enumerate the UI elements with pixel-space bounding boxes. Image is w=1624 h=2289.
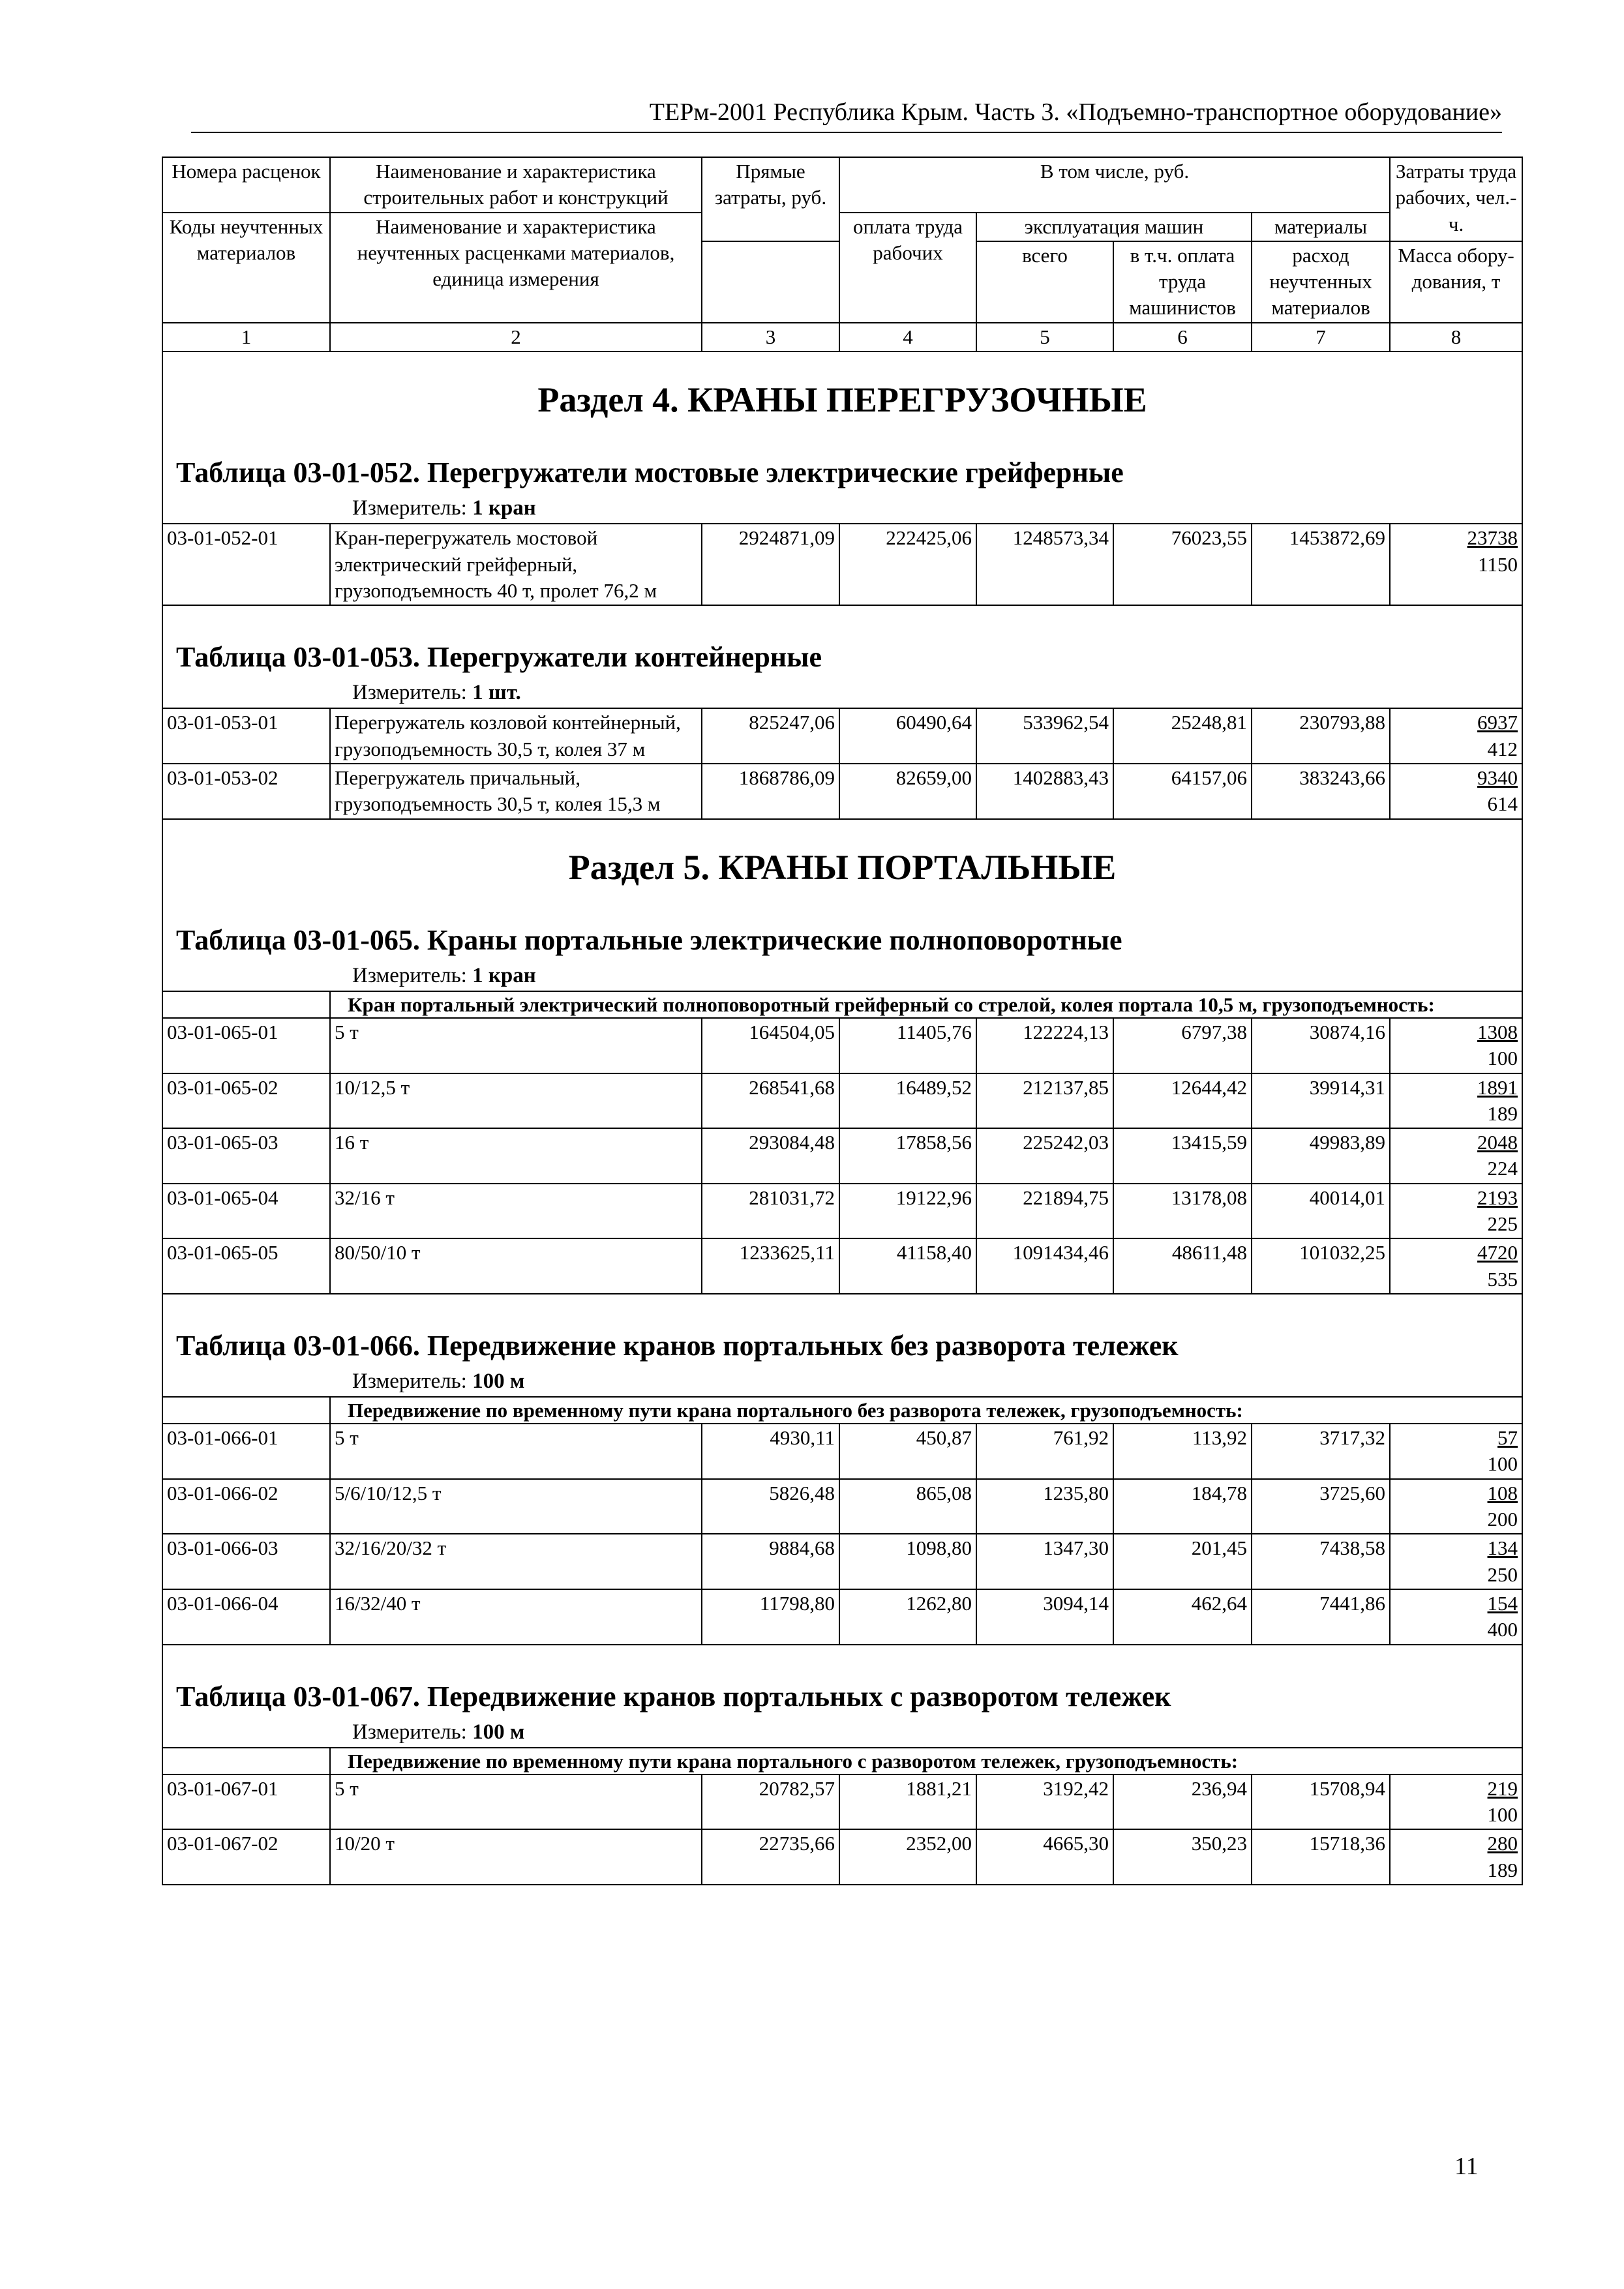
labor-hours: 134 <box>1487 1536 1518 1560</box>
col-num: 7 <box>1252 323 1390 352</box>
table-title-row <box>162 621 1522 678</box>
labor-hours: 6937 <box>1477 711 1518 734</box>
rate-code: 03-01-066-01 <box>162 1424 330 1479</box>
equipment-mass: 614 <box>1487 792 1518 816</box>
equipment-mass: 225 <box>1487 1212 1518 1236</box>
spacer-row <box>162 605 1522 621</box>
rate-name: Перегружатель причальный, грузоподъемность 30,5 т, колея 15,3 м <box>330 764 702 819</box>
labor-wages: 17858,56 <box>839 1128 976 1184</box>
group-row <box>162 991 1522 1018</box>
table-title: Таблица 03-01-052. Перегружатели мостовые электрические грейферные <box>162 437 1522 494</box>
measure-row <box>162 678 1522 708</box>
col-material-codes: Коды неучтенных материалов <box>162 213 330 323</box>
equipment-mass: 412 <box>1487 737 1518 760</box>
labor-hours: 9340 <box>1477 766 1518 789</box>
materials-cost: 230793,88 <box>1252 708 1390 764</box>
col-num: 3 <box>702 323 839 352</box>
operators-wages: 462,64 <box>1113 1589 1252 1645</box>
col-materials: материалы <box>1252 213 1390 241</box>
group-heading: Кран портальный электрический полноповоротный грейферный со стрелой, колея портала 10,5 м, грузоподъемность: <box>330 991 1522 1018</box>
rate-code: 03-01-065-03 <box>162 1128 330 1184</box>
table-row <box>162 1534 1522 1589</box>
measure-unit <box>162 1718 1522 1748</box>
labor-and-mass <box>1390 1184 1522 1239</box>
group-heading: Передвижение по временному пути крана портального без разворота тележек, грузоподъемность: <box>330 1397 1522 1424</box>
rate-name: 32/16/20/32 т <box>330 1534 702 1589</box>
direct-costs: 5826,48 <box>702 1479 839 1534</box>
equipment-mass: 250 <box>1487 1563 1518 1586</box>
rate-name: 16/32/40 т <box>330 1589 702 1645</box>
labor-and-mass <box>1390 764 1522 819</box>
col-num: 5 <box>976 323 1113 352</box>
labor-and-mass <box>1390 1018 1522 1073</box>
rate-name: 5 т <box>330 1018 702 1073</box>
col-num: 8 <box>1390 323 1522 352</box>
header-row-1 <box>162 157 1522 213</box>
section-title: Раздел 5. КРАНЫ ПОРТАЛЬНЫЕ <box>162 819 1522 905</box>
measure-label: Измеритель: <box>352 963 467 987</box>
labor-and-mass <box>1390 1238 1522 1294</box>
labor-wages: 1262,80 <box>839 1589 976 1645</box>
labor-hours: 57 <box>1497 1426 1518 1450</box>
table-row <box>162 1073 1522 1129</box>
measure-label: Измеритель: <box>352 1720 467 1744</box>
group-heading: Передвижение по временному пути крана портального с разворотом тележек, грузоподъемность: <box>330 1748 1522 1774</box>
rate-name: 5 т <box>330 1424 702 1479</box>
equipment-mass: 1150 <box>1478 552 1518 576</box>
labor-and-mass <box>1390 708 1522 764</box>
group-code <box>162 1748 330 1774</box>
rate-code: 03-01-066-04 <box>162 1589 330 1645</box>
machines-total: 225242,03 <box>976 1128 1113 1184</box>
operators-wages: 236,94 <box>1113 1774 1252 1830</box>
machines-total: 1347,30 <box>976 1534 1113 1589</box>
col-num: 4 <box>839 323 976 352</box>
direct-costs: 9884,68 <box>702 1534 839 1589</box>
operators-wages: 48611,48 <box>1113 1238 1252 1294</box>
col-material-consumption: расход неучтенных материалов <box>1252 241 1390 323</box>
table-row <box>162 1018 1522 1073</box>
labor-wages: 41158,40 <box>839 1238 976 1294</box>
direct-costs: 2924871,09 <box>702 524 839 605</box>
measure-row <box>162 961 1522 991</box>
measure-label: Измеритель: <box>352 1369 467 1394</box>
group-code <box>162 1397 330 1424</box>
rate-name: Перегружатель козловой контейнерный, грузоподъемность 30,5 т, колея 37 м <box>330 708 702 764</box>
table-title-row <box>162 1661 1522 1718</box>
section-title-row <box>162 352 1522 437</box>
table-row <box>162 1238 1522 1294</box>
materials-cost: 15718,36 <box>1252 1829 1390 1885</box>
table-row <box>162 524 1522 605</box>
labor-wages: 16489,52 <box>839 1073 976 1129</box>
section-title-row <box>162 819 1522 905</box>
table-title: Таблица 03-01-053. Перегружатели контейнерные <box>162 621 1522 678</box>
group-code <box>162 991 330 1018</box>
materials-cost: 3717,32 <box>1252 1424 1390 1479</box>
machines-total: 1402883,43 <box>976 764 1113 819</box>
rate-name: 32/16 т <box>330 1184 702 1239</box>
labor-hours: 219 <box>1487 1776 1518 1800</box>
direct-costs: 1868786,09 <box>702 764 839 819</box>
equipment-mass: 224 <box>1487 1157 1518 1180</box>
labor-wages: 2352,00 <box>839 1829 976 1885</box>
measure-row <box>162 494 1522 524</box>
rate-code: 03-01-065-01 <box>162 1018 330 1073</box>
running-header: ТЕРм-2001 Республика Крым. Часть 3. «Подъемно-транспортное оборудование» <box>191 98 1502 133</box>
equipment-mass: 100 <box>1487 1452 1518 1476</box>
equipment-mass: 100 <box>1487 1803 1518 1827</box>
operators-wages: 6797,38 <box>1113 1018 1252 1073</box>
labor-wages: 11405,76 <box>839 1018 976 1073</box>
column-numbers-row <box>162 323 1522 352</box>
direct-costs: 293084,48 <box>702 1128 839 1184</box>
equipment-mass: 100 <box>1487 1047 1518 1070</box>
col-num: 2 <box>330 323 702 352</box>
materials-cost: 101032,25 <box>1252 1238 1390 1294</box>
labor-hours: 108 <box>1487 1481 1518 1504</box>
operators-wages: 13178,08 <box>1113 1184 1252 1239</box>
materials-cost: 30874,16 <box>1252 1018 1390 1073</box>
equipment-mass: 189 <box>1487 1858 1518 1881</box>
rate-code: 03-01-053-01 <box>162 708 330 764</box>
table-row <box>162 1774 1522 1830</box>
machines-total: 212137,85 <box>976 1073 1113 1129</box>
machines-total: 3192,42 <box>976 1774 1113 1830</box>
col-work-name: Наименование и характеристика строительных работ и конструкций <box>330 157 702 213</box>
table-title-row <box>162 437 1522 494</box>
table-title: Таблица 03-01-066. Передвижение кранов портальных без разворота тележек <box>162 1310 1522 1367</box>
col-rate-numbers: Номера расценок <box>162 157 330 213</box>
table-title: Таблица 03-01-065. Краны портальные электрические полноповоротные <box>162 905 1522 961</box>
col-num: 1 <box>162 323 330 352</box>
spacer-row <box>162 1294 1522 1310</box>
equipment-mass: 189 <box>1487 1101 1518 1125</box>
operators-wages: 25248,81 <box>1113 708 1252 764</box>
table-title-row <box>162 905 1522 961</box>
rate-code: 03-01-066-03 <box>162 1534 330 1589</box>
table-title: Таблица 03-01-067. Передвижение кранов портальных с разворотом тележек <box>162 1661 1522 1718</box>
rate-name: 16 т <box>330 1128 702 1184</box>
page-number: 11 <box>1454 2153 1479 2180</box>
operators-wages: 184,78 <box>1113 1479 1252 1534</box>
table-row <box>162 1589 1522 1645</box>
machines-total: 3094,14 <box>976 1589 1113 1645</box>
col-machines-total: всего <box>976 241 1113 323</box>
rate-code: 03-01-065-05 <box>162 1238 330 1294</box>
rate-code: 03-01-065-02 <box>162 1073 330 1129</box>
col-labor-wages: оплата труда рабочих <box>839 213 976 323</box>
measure-label: Измеритель: <box>352 496 467 520</box>
operators-wages: 64157,06 <box>1113 764 1252 819</box>
group-row <box>162 1397 1522 1424</box>
labor-hours: 23738 <box>1467 526 1518 550</box>
materials-cost: 7438,58 <box>1252 1534 1390 1589</box>
measure-row <box>162 1367 1522 1397</box>
materials-cost: 7441,86 <box>1252 1589 1390 1645</box>
col-operators-wages: в т.ч. оплата труда машинистов <box>1113 241 1252 323</box>
labor-wages: 60490,64 <box>839 708 976 764</box>
col-equipment-mass: Масса обору-дования, т <box>1390 241 1522 323</box>
group-row <box>162 1748 1522 1774</box>
table-row <box>162 764 1522 819</box>
equipment-mass: 400 <box>1487 1618 1518 1641</box>
rate-name: 80/50/10 т <box>330 1238 702 1294</box>
labor-and-mass <box>1390 1774 1522 1830</box>
measure-value: 100 м <box>472 1369 525 1394</box>
measure-value: 1 кран <box>472 496 536 520</box>
rate-code: 03-01-065-04 <box>162 1184 330 1239</box>
machines-total: 122224,13 <box>976 1018 1113 1073</box>
labor-and-mass <box>1390 1479 1522 1534</box>
rate-name: 5/6/10/12,5 т <box>330 1479 702 1534</box>
labor-hours: 280 <box>1487 1832 1518 1855</box>
labor-wages: 82659,00 <box>839 764 976 819</box>
measure-unit <box>162 678 1522 708</box>
rates-table <box>162 157 1523 1885</box>
labor-and-mass <box>1390 1534 1522 1589</box>
rate-code: 03-01-066-02 <box>162 1479 330 1534</box>
labor-wages: 450,87 <box>839 1424 976 1479</box>
measure-value: 1 шт. <box>472 681 521 705</box>
direct-costs: 11798,80 <box>702 1589 839 1645</box>
labor-and-mass <box>1390 1829 1522 1885</box>
operators-wages: 13415,59 <box>1113 1128 1252 1184</box>
materials-cost: 3725,60 <box>1252 1479 1390 1534</box>
direct-costs: 22735,66 <box>702 1829 839 1885</box>
rate-code: 03-01-052-01 <box>162 524 330 605</box>
machines-total: 1091434,46 <box>976 1238 1113 1294</box>
equipment-mass: 200 <box>1487 1508 1518 1531</box>
labor-wages: 19122,96 <box>839 1184 976 1239</box>
rate-code: 03-01-067-01 <box>162 1774 330 1830</box>
col-material-name: Наименование и характеристика неучтенных расценками материалов, единица измерения <box>330 213 702 323</box>
labor-hours: 1308 <box>1477 1020 1518 1043</box>
machines-total: 4665,30 <box>976 1829 1113 1885</box>
rate-code: 03-01-053-02 <box>162 764 330 819</box>
direct-costs: 164504,05 <box>702 1018 839 1073</box>
labor-and-mass <box>1390 1128 1522 1184</box>
materials-cost: 49983,89 <box>1252 1128 1390 1184</box>
operators-wages: 113,92 <box>1113 1424 1252 1479</box>
labor-hours: 154 <box>1487 1591 1518 1615</box>
section-title: Раздел 4. КРАНЫ ПЕРЕГРУЗОЧНЫЕ <box>162 352 1522 437</box>
table-row <box>162 1128 1522 1184</box>
labor-and-mass <box>1390 1424 1522 1479</box>
direct-costs: 825247,06 <box>702 708 839 764</box>
measure-row <box>162 1718 1522 1748</box>
col-machine-exploitation: эксплуатация машин <box>976 213 1252 241</box>
direct-costs: 1233625,11 <box>702 1238 839 1294</box>
labor-and-mass <box>1390 524 1522 605</box>
table-row <box>162 1479 1522 1534</box>
labor-and-mass <box>1390 1589 1522 1645</box>
materials-cost: 39914,31 <box>1252 1073 1390 1129</box>
machines-total: 533962,54 <box>976 708 1113 764</box>
labor-wages: 222425,06 <box>839 524 976 605</box>
labor-hours: 4720 <box>1477 1241 1518 1264</box>
table-row <box>162 1829 1522 1885</box>
direct-costs: 20782,57 <box>702 1774 839 1830</box>
machines-total: 1248573,34 <box>976 524 1113 605</box>
machines-total: 1235,80 <box>976 1479 1113 1534</box>
labor-and-mass <box>1390 1073 1522 1129</box>
rate-name: 10/20 т <box>330 1829 702 1885</box>
machines-total: 221894,75 <box>976 1184 1113 1239</box>
equipment-mass: 535 <box>1487 1267 1518 1291</box>
col-num: 6 <box>1113 323 1252 352</box>
operators-wages: 12644,42 <box>1113 1073 1252 1129</box>
materials-cost: 1453872,69 <box>1252 524 1390 605</box>
labor-wages: 1098,80 <box>839 1534 976 1589</box>
table-row <box>162 1424 1522 1479</box>
rate-name: 5 т <box>330 1774 702 1830</box>
operators-wages: 201,45 <box>1113 1534 1252 1589</box>
labor-wages: 1881,21 <box>839 1774 976 1830</box>
rate-name: 10/12,5 т <box>330 1073 702 1129</box>
materials-cost: 15708,94 <box>1252 1774 1390 1830</box>
machines-total: 761,92 <box>976 1424 1113 1479</box>
direct-costs: 4930,11 <box>702 1424 839 1479</box>
measure-unit <box>162 1367 1522 1397</box>
labor-wages: 865,08 <box>839 1479 976 1534</box>
header-row-2 <box>162 213 1522 241</box>
labor-hours: 1891 <box>1477 1075 1518 1099</box>
col-including: В том числе, руб. <box>839 157 1390 213</box>
col-direct-costs: Прямые затраты, руб. <box>702 157 839 241</box>
measure-unit <box>162 961 1522 991</box>
measure-value: 100 м <box>472 1720 525 1744</box>
direct-costs: 281031,72 <box>702 1184 839 1239</box>
table-title-row <box>162 1310 1522 1367</box>
rate-name: Кран-перегружатель мостовой электрический грейферный, грузоподъемность 40 т, пролет 76,2 м <box>330 524 702 605</box>
measure-label: Измеритель: <box>352 681 467 705</box>
direct-costs: 268541,68 <box>702 1073 839 1129</box>
table-row <box>162 708 1522 764</box>
spacer-row <box>162 1645 1522 1661</box>
col-labor-hours: Затраты труда рабочих, чел.-ч. <box>1390 157 1522 241</box>
measure-unit <box>162 494 1522 524</box>
materials-cost: 383243,66 <box>1252 764 1390 819</box>
table-row <box>162 1184 1522 1239</box>
labor-hours: 2048 <box>1477 1131 1518 1154</box>
operators-wages: 76023,55 <box>1113 524 1252 605</box>
operators-wages: 350,23 <box>1113 1829 1252 1885</box>
measure-value: 1 кран <box>472 963 536 987</box>
materials-cost: 40014,01 <box>1252 1184 1390 1239</box>
labor-hours: 2193 <box>1477 1186 1518 1209</box>
rate-code: 03-01-067-02 <box>162 1829 330 1885</box>
